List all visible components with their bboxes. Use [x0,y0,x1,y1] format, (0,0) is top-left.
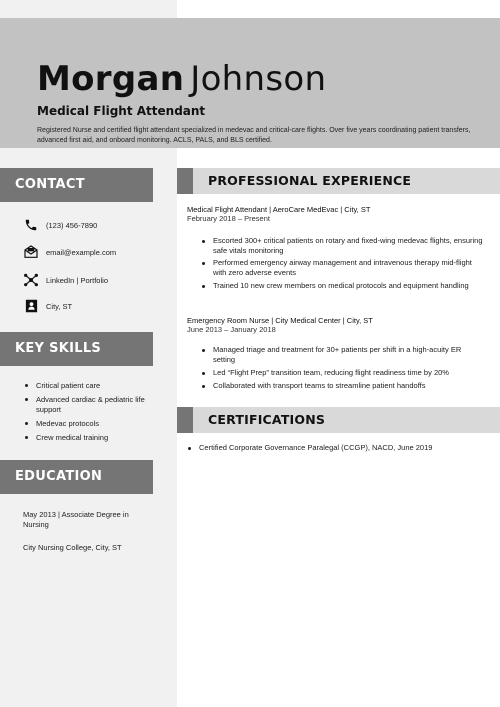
contact-location [23,297,72,315]
job-bullet: Led “Flight Prep” transition team, reducing flight readiness time by 20% [200,368,485,378]
phone-text: (123) 456-7890 [46,220,98,230]
job-title-line: Emergency Room Nurse | City Medical Center | City, ST [187,316,373,325]
education-degree: May 2013 | Associate Degree in Nursing [23,510,129,529]
job-bullet: Trained 10 new crew members on medical protocols and equipment handling [200,281,485,291]
job-dates: February 2018 – Present [187,214,270,223]
network-icon [23,272,39,288]
last-name: Johnson [190,59,327,99]
contact-heading: CONTACT [0,168,153,202]
experience-heading: PROFESSIONAL EXPERIENCE [208,173,412,188]
contact-phone [23,216,97,234]
location-icon [23,298,39,314]
links-text: LinkedIn | Portfolio [46,275,108,285]
skill-item: Critical patient care [23,381,151,391]
education-school: City Nursing College, City, ST [23,543,122,552]
job-title: Medical Flight Attendant [37,104,206,118]
job-dates: June 2013 – January 2018 [187,325,276,334]
first-name: Morgan [37,59,185,99]
certification-item: Certified Corporate Governance Paralegal (CCGP), NACD, June 2019 [186,443,486,453]
contact-email [23,243,116,261]
candidate-name [37,59,326,99]
section-tab [177,407,193,433]
phone-icon [23,217,39,233]
certifications-heading-bar [177,407,500,433]
job-title-line: Medical Flight Attendant | AeroCare MedEvac | City, ST [187,205,371,214]
skill-item: Crew medical training [23,433,151,443]
contact-links [23,271,108,289]
summary-text: Registered Nurse and certified flight attendant specialized in medevac and critical-care flights. Over five years coordinating patient transfers, advanced first aid, and onboard monitoring. ACLS, PALS, and BLS certified. [37,127,471,144]
section-tab [177,168,193,194]
skill-item: Medevac protocols [23,419,151,429]
email-text: email@example.com [46,247,117,257]
location-text: City, ST [46,301,73,311]
job-bullet: Performed emergency airway management and intravenous therapy mid-flight with zero adverse events [200,258,485,278]
job-bullet: Managed triage and treatment for 30+ patients per shift in a high-acuity ER setting [200,345,485,365]
job-bullet: Escorted 300+ critical patients on rotary and fixed-wing medevac flights, ensuring safe vitals monitoring [200,236,485,256]
skill-item: Advanced cardiac & pediatric life support [23,395,151,414]
education-heading: EDUCATION [0,460,153,494]
email-icon [23,244,39,260]
skills-heading: KEY SKILLS [0,332,153,366]
experience-heading-bar [177,168,500,194]
resume-header [0,18,500,148]
certifications-heading: CERTIFICATIONS [208,412,326,427]
job-bullet: Collaborated with transport teams to streamline patient handoffs [200,381,485,391]
